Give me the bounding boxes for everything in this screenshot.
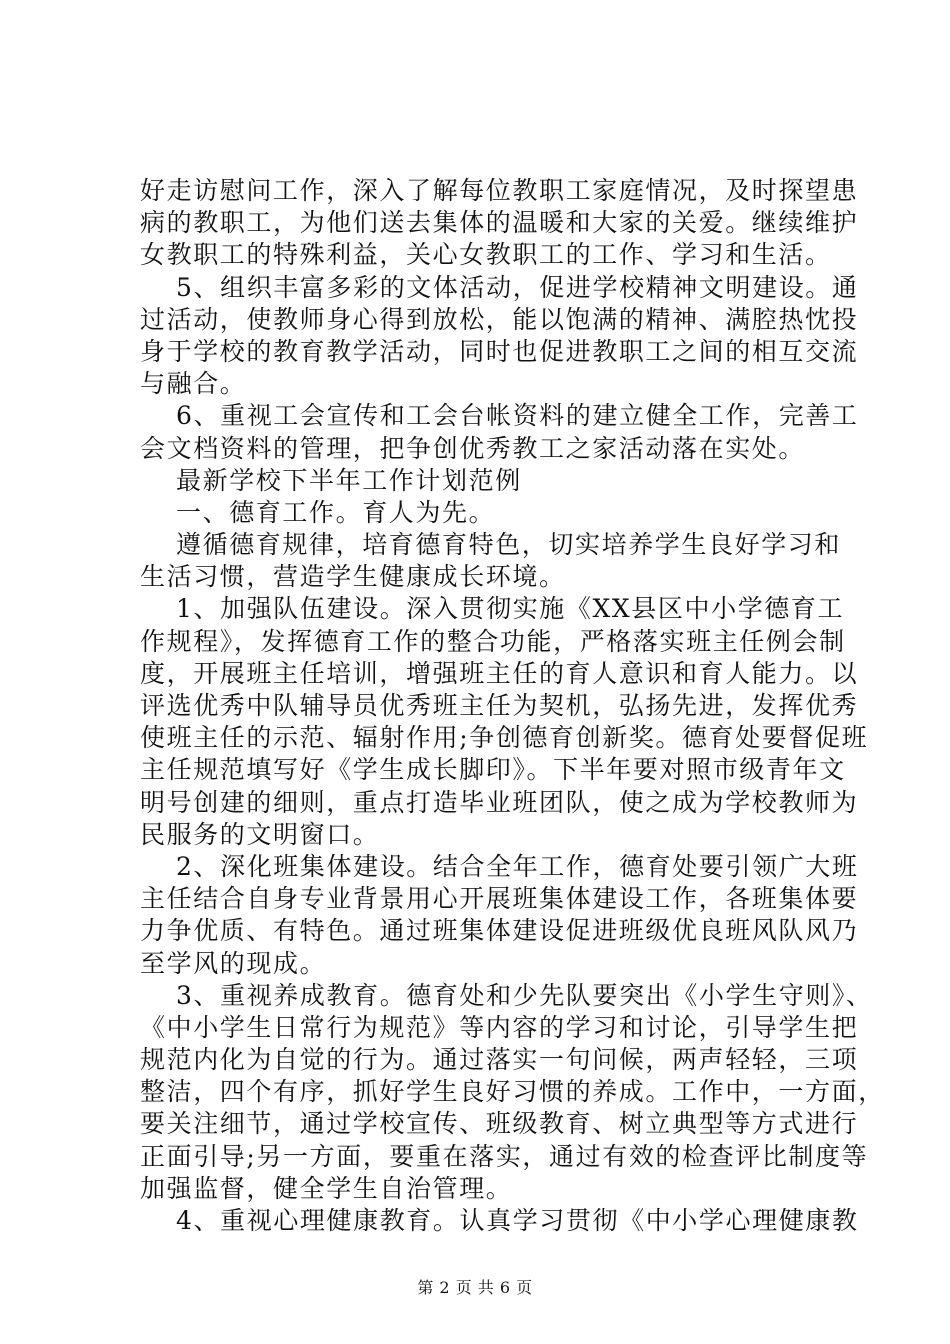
text-line: 遵循德育规律，培育德育特色，切实培养学生良好学习和: [176, 530, 842, 560]
text-line: 2、深化班集体建设。结合全年工作，德育处要引领广大班: [176, 851, 859, 881]
text-line: 评选优秀中队辅导员优秀班主任为契机，弘扬先进，发挥优秀: [140, 691, 859, 720]
page-footer: 第 2 页 共 6 页: [417, 1278, 533, 1297]
text-line: 3、重视养成教育。德育处和少先队要突出《小学生守则》、: [176, 980, 873, 1010]
text-line: 1、加强队伍建设。深入贯彻实施《XX县区中小学德育工: [176, 594, 845, 624]
text-line: 女教职工的特殊利益，关心女教职工的工作、学习和生活。: [140, 240, 832, 270]
text-line: 主任结合自身专业背景用心开展班集体建设工作，各班集体要: [140, 884, 859, 914]
document-body: [140, 175, 885, 1237]
text-line: 加强监督，健全学生自治管理。: [140, 1173, 513, 1203]
text-line: 4、重视心理健康教育。认真学习贯彻《中小学心理健康教: [176, 1206, 859, 1235]
text-line: 过活动，使教师身心得到放松，能以饱满的精神、满腔热忱投: [140, 304, 859, 334]
text-line: 会文档资料的管理，把争创优秀教工之家活动落在实处。: [140, 433, 806, 463]
text-line: 整洁，四个有序，抓好学生良好习惯的养成。工作中，一方面，: [140, 1077, 885, 1107]
text-line: 使班主任的示范、辐射作用;争创德育创新奖。德育处要督促班: [140, 723, 869, 753]
text-line: 身于学校的教育教学活动，同时也促进教职工之间的相互交流: [140, 336, 859, 366]
text-line: 5、组织丰富多彩的文体活动，促进学校精神文明建设。通: [176, 272, 859, 302]
text-line: 规范内化为自觉的行为。通过落实一句问候，两声轻轻，三项: [140, 1045, 859, 1075]
text-line: 明号创建的细则，重点打造毕业班团队，使之成为学校教师为: [140, 787, 859, 817]
text-line: 好走访慰问工作，深入了解每位教职工家庭情况，及时探望患: [140, 176, 859, 205]
text-line: 正面引导;另一方面，要重在落实，通过有效的检查评比制度等: [140, 1141, 869, 1171]
text-line: 《中小学生日常行为规范》等内容的学习和讨论，引导学生把: [140, 1012, 859, 1042]
text-line: 主任规范填写好《学生成长脚印》。下半年要对照市级青年文: [140, 755, 846, 785]
text-line: 至学风的现成。: [140, 948, 327, 978]
text-line: 民服务的文明窗口。: [140, 819, 380, 849]
text-line: 一、德育工作。育人为先。: [176, 497, 496, 527]
text-line: 与融合。: [140, 369, 247, 399]
text-line: 要关注细节，通过学校宣传、班级教育、树立典型等方式进行: [140, 1109, 859, 1139]
text-line: 度，开展班主任培训，增强班主任的育人意识和育人能力。以: [140, 658, 859, 688]
text-line: 6、重视工会宣传和工会台帐资料的建立健全工作，完善工: [176, 401, 859, 431]
text-line: 作规程》，发挥德育工作的整合功能，严格落实班主任例会制: [140, 626, 846, 656]
text-line: 力争优质、有特色。通过班集体建设促进班级优良班风队风乃: [140, 916, 859, 946]
text-line: 病的教职工，为他们送去集体的温暖和大家的关爱。继续维护: [140, 208, 859, 238]
text-line: 最新学校下半年工作计划范例: [176, 465, 522, 495]
text-line: 生活习惯，营造学生健康成长环境。: [140, 562, 566, 592]
